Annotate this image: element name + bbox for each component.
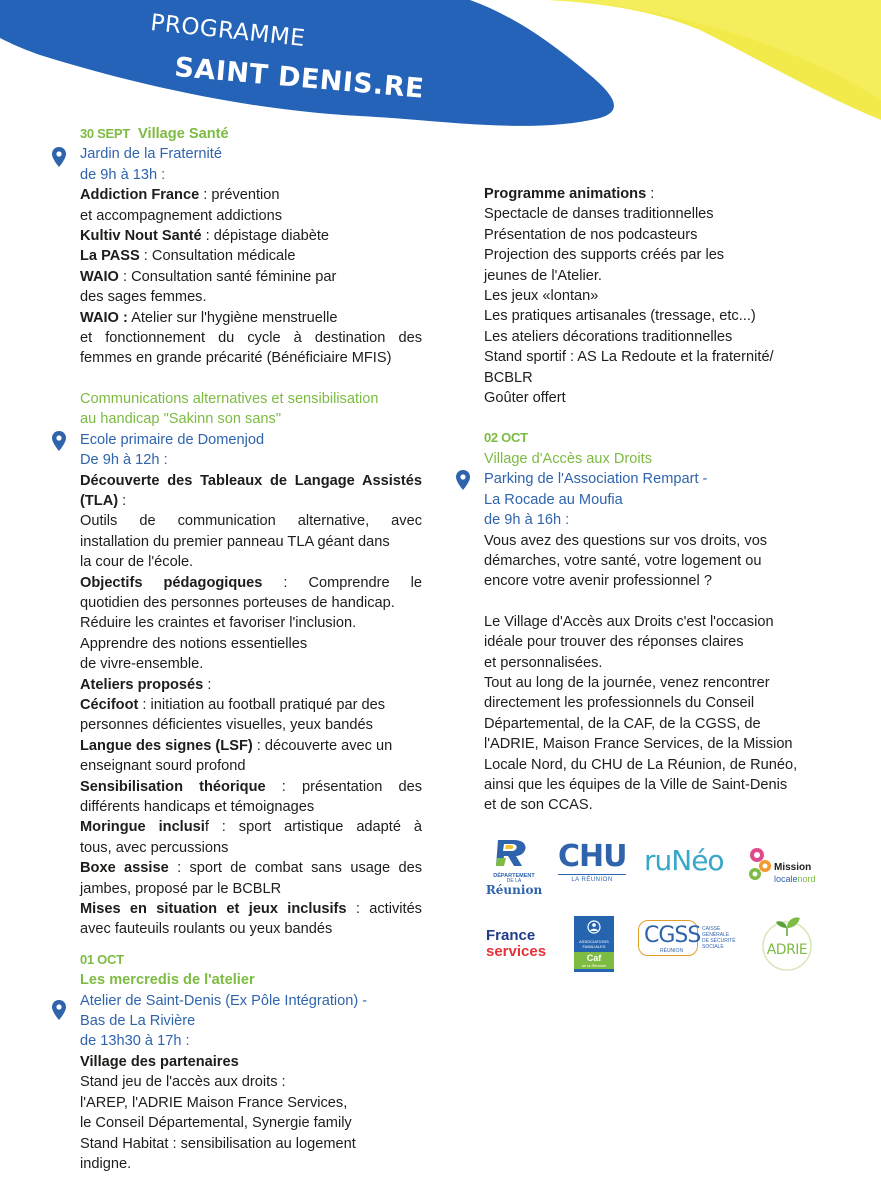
logo-mission-line2b: nord <box>797 874 816 884</box>
logo-chu-name: CHU <box>558 839 627 874</box>
logo-departement-line1: DÉPARTEMENT <box>493 873 535 879</box>
list-item: Les pratiques artisanales (tressage, etc...) <box>484 308 756 325</box>
event-place: La Rocade au Moufia <box>484 491 623 508</box>
paragraph-line: Départemental, de la CAF, de la CGSS, de <box>484 715 761 732</box>
paragraph-line: directement les professionnels du Conseil <box>484 695 755 712</box>
item-text: : <box>203 676 212 693</box>
item-bold: Ateliers proposés <box>80 676 204 693</box>
logo-france-services <box>486 928 556 964</box>
logo-mission-line2a: locale <box>774 874 798 884</box>
item-text: Stand Habitat : sensibilisation au logement <box>80 1135 356 1152</box>
item-text: Stand jeu de l'accès aux droits : <box>80 1074 286 1091</box>
paragraph-line: encore votre avenir professionnel ? <box>484 573 712 590</box>
item-bold: Sensibilisation théorique <box>80 778 266 795</box>
list-item: Les jeux «lontan» <box>484 288 599 305</box>
gears-icon <box>748 846 772 886</box>
logo-mission-line1: Mission <box>774 862 812 873</box>
item-bold: Boxe assise <box>80 860 169 877</box>
event-place: Parking de l'Association Rempart - <box>484 471 708 488</box>
item-text: l'AREP, l'ADRIE Maison France Services, <box>80 1094 348 1111</box>
paragraph-line: Vous avez des questions sur vos droits, vos <box>484 532 768 549</box>
item-text: : activités <box>346 901 422 918</box>
item-bold: Langue des signes (LSF) <box>80 737 253 754</box>
item-text: : Consultation santé féminine par <box>118 268 337 285</box>
item-text: tous, avec percussions <box>80 839 229 856</box>
item-text: : Consultation médicale <box>139 248 296 265</box>
item-text: quotidien des personnes porteuses de handicap. <box>80 594 395 611</box>
item-text: : <box>646 186 655 202</box>
event-place: Bas de La Rivière <box>80 1013 196 1030</box>
list-item: Stand sportif : AS La Redoute et la fraternité/ <box>484 349 774 366</box>
item-bold: La PASS <box>80 248 140 265</box>
header-title-line2: SAINT DENIS.RE <box>173 52 426 105</box>
logo-departement-line2: DE LA <box>506 878 522 884</box>
list-item: Présentation de nos podcasteurs <box>484 226 698 243</box>
logo-cgss-sub: RÉUNION <box>660 948 684 954</box>
item-text: : prévention <box>199 187 280 204</box>
item-text: f : sport artistique adapté à <box>204 819 422 836</box>
event-place: Ecole primaire de Domenjod <box>80 431 265 448</box>
logo-caf-line3: Caf <box>586 953 602 963</box>
item-text: Apprendre des notions essentielles <box>80 635 308 652</box>
logo-caf-line1: ASSOCIATIONS <box>579 939 609 944</box>
item-text: des sages femmes. <box>80 289 207 306</box>
logo-cgss <box>638 920 742 968</box>
item-text: de vivre-ensemble. <box>80 656 204 673</box>
item-text: enseignant sourd profond <box>80 758 246 775</box>
logo-runeo-name: ruNéo <box>644 844 724 877</box>
event-time: De 9h à 12h : <box>80 452 168 469</box>
item-bold: Moringue inclusi <box>80 819 205 836</box>
left-column <box>80 124 422 1174</box>
item-bold: Découverte des Tableaux de Langage Assistés <box>80 472 422 489</box>
item-bold: Programme animations <box>484 186 647 202</box>
paragraph-line: Tout au long de la journée, venez rencontrer <box>484 674 770 691</box>
event-title: Village d'Accès aux Droits <box>484 450 652 467</box>
item-text: : <box>118 492 127 509</box>
item-text: : présentation des <box>265 778 423 795</box>
item-text: Réduire les craintes et favoriser l'inclusion. <box>80 615 357 632</box>
section-oct01 <box>80 950 422 1174</box>
item-text: : dépistage diabète <box>201 228 330 245</box>
event-title: Village Santé <box>138 126 229 142</box>
list-item: Goûter offert <box>484 390 566 407</box>
section-animations <box>484 184 806 408</box>
item-bold: WAIO : <box>80 309 128 326</box>
paragraph-line: Le Village d'Accès aux Droits c'est l'occasion <box>484 613 774 630</box>
item-text: femmes en grande précarité (Bénéficiaire MFIS) <box>80 350 392 367</box>
logo-adrie <box>754 914 820 974</box>
item-bold: WAIO <box>80 268 119 285</box>
location-pin-icon <box>52 431 66 451</box>
item-text: jambes, proposé par le BCBLR <box>80 880 282 897</box>
event-date: 01 OCT <box>80 951 124 967</box>
event-place: Jardin de la Fraternité <box>80 146 222 163</box>
item-bold: Addiction France <box>80 187 200 204</box>
event-title: Communications alternatives et sensibilisation <box>80 390 379 407</box>
list-item: jeunes de l'Atelier. <box>484 267 602 284</box>
location-pin-icon <box>52 1000 66 1020</box>
paragraph-line: idéale pour trouver des réponses claires <box>484 634 744 651</box>
list-item: Spectacle de danses traditionnelles <box>484 206 714 223</box>
logo-chu <box>558 839 627 888</box>
paragraph-line: l'ADRIE, Maison France Services, de la Mission <box>484 736 793 753</box>
item-text: Outils de communication alternative, avec <box>80 513 422 530</box>
item-text: : découverte avec un <box>252 737 393 754</box>
logo-caf <box>574 916 614 972</box>
logo-cgss-side4: SOCIALE <box>702 944 724 950</box>
section-communications <box>80 389 422 940</box>
event-time: de 9h à 13h : <box>80 166 166 183</box>
event-date: 30 SEPT <box>80 126 130 141</box>
logo-departement-line3: Réunion <box>485 883 543 897</box>
event-title: au handicap "Sakinn son sans" <box>80 411 282 428</box>
logo-caf-line4: de la Réunion <box>581 963 607 968</box>
item-bold: Village des partenaires <box>80 1053 239 1070</box>
paragraph-line: ainsi que les équipes de la Ville de Saint-Denis <box>484 776 788 793</box>
item-bold: (TLA) <box>80 492 119 509</box>
logo-mission-locale-nord <box>748 844 830 890</box>
item-text: personnes déficientes visuelles, yeux bandés <box>80 717 373 734</box>
item-text: installation du premier panneau TLA géant dans <box>80 533 390 550</box>
logo-cgss-side1: CAISSE <box>702 926 721 932</box>
section-sept30 <box>80 124 422 369</box>
header-title-line1: PROGRAMME <box>149 10 307 53</box>
logo-france-services-line2: services <box>486 943 547 960</box>
header-banner <box>0 0 881 140</box>
item-bold: Cécifoot <box>80 696 139 713</box>
logo-runeo <box>644 846 734 886</box>
event-place: Atelier de Saint-Denis (Ex Pôle Intégration) - <box>80 992 368 1009</box>
caf-emblem-icon <box>574 920 614 934</box>
item-text: et accompagnement addictions <box>80 207 283 224</box>
item-text: : sport de combat sans usage des <box>168 860 422 877</box>
logo-adrie-name: ADRIE <box>766 942 808 958</box>
item-text: : Comprendre le <box>262 574 422 591</box>
item-text: le Conseil Départemental, Synergie family <box>80 1115 352 1132</box>
item-text: indigne. <box>80 1155 132 1172</box>
list-item: BCBLR <box>484 369 533 386</box>
item-text: différents handicaps et témoignages <box>80 799 315 815</box>
right-column <box>484 184 806 816</box>
departement-mark-icon <box>484 838 544 868</box>
logo-cgss-side3: DE SÉCURITÉ <box>702 938 736 944</box>
event-title: Les mercredis de l'atelier <box>80 972 255 989</box>
event-date: 02 OCT <box>484 430 528 446</box>
item-text: : initiation au football pratiqué par des <box>138 696 386 713</box>
logo-france-services-line1: France <box>486 927 536 944</box>
item-bold: Kultiv Nout Santé <box>80 228 202 245</box>
location-pin-icon <box>456 470 470 490</box>
paragraph-line: Locale Nord, du CHU de La Réunion, de Runéo, <box>484 756 798 773</box>
paragraph-line: et de son CCAS. <box>484 797 593 814</box>
logo-caf-line2: FAMILIALES <box>582 944 606 949</box>
logo-departement-reunion <box>484 838 544 897</box>
logo-chu-sub: LA RÉUNION <box>571 877 613 883</box>
paragraph-line: démarches, votre santé, votre logement ou <box>484 552 762 569</box>
event-time: de 9h à 16h : <box>484 512 570 529</box>
logo-cgss-name: CGSS <box>644 923 701 948</box>
list-item: Les ateliers décorations traditionnelles <box>484 328 733 345</box>
item-bold: Objectifs pédagogiques <box>80 574 263 591</box>
location-pin-icon <box>52 147 66 167</box>
event-time: de 13h30 à 17h : <box>80 1033 190 1050</box>
list-item: Projection des supports créés par les <box>484 247 725 264</box>
item-text: avec fauteuils roulants ou yeux bandés <box>80 921 333 938</box>
item-text: et fonctionnement du cycle à destination des <box>80 330 422 347</box>
section-oct02 <box>484 428 806 815</box>
item-text: la cour de l'école. <box>80 554 194 571</box>
item-text: Atelier sur l'hygiène menstruelle <box>127 309 338 326</box>
logo-cgss-side2: GÉNÉRALE <box>702 932 730 938</box>
item-bold: Mises en situation et jeux inclusifs <box>80 901 347 918</box>
paragraph-line: et personnalisées. <box>484 654 603 671</box>
